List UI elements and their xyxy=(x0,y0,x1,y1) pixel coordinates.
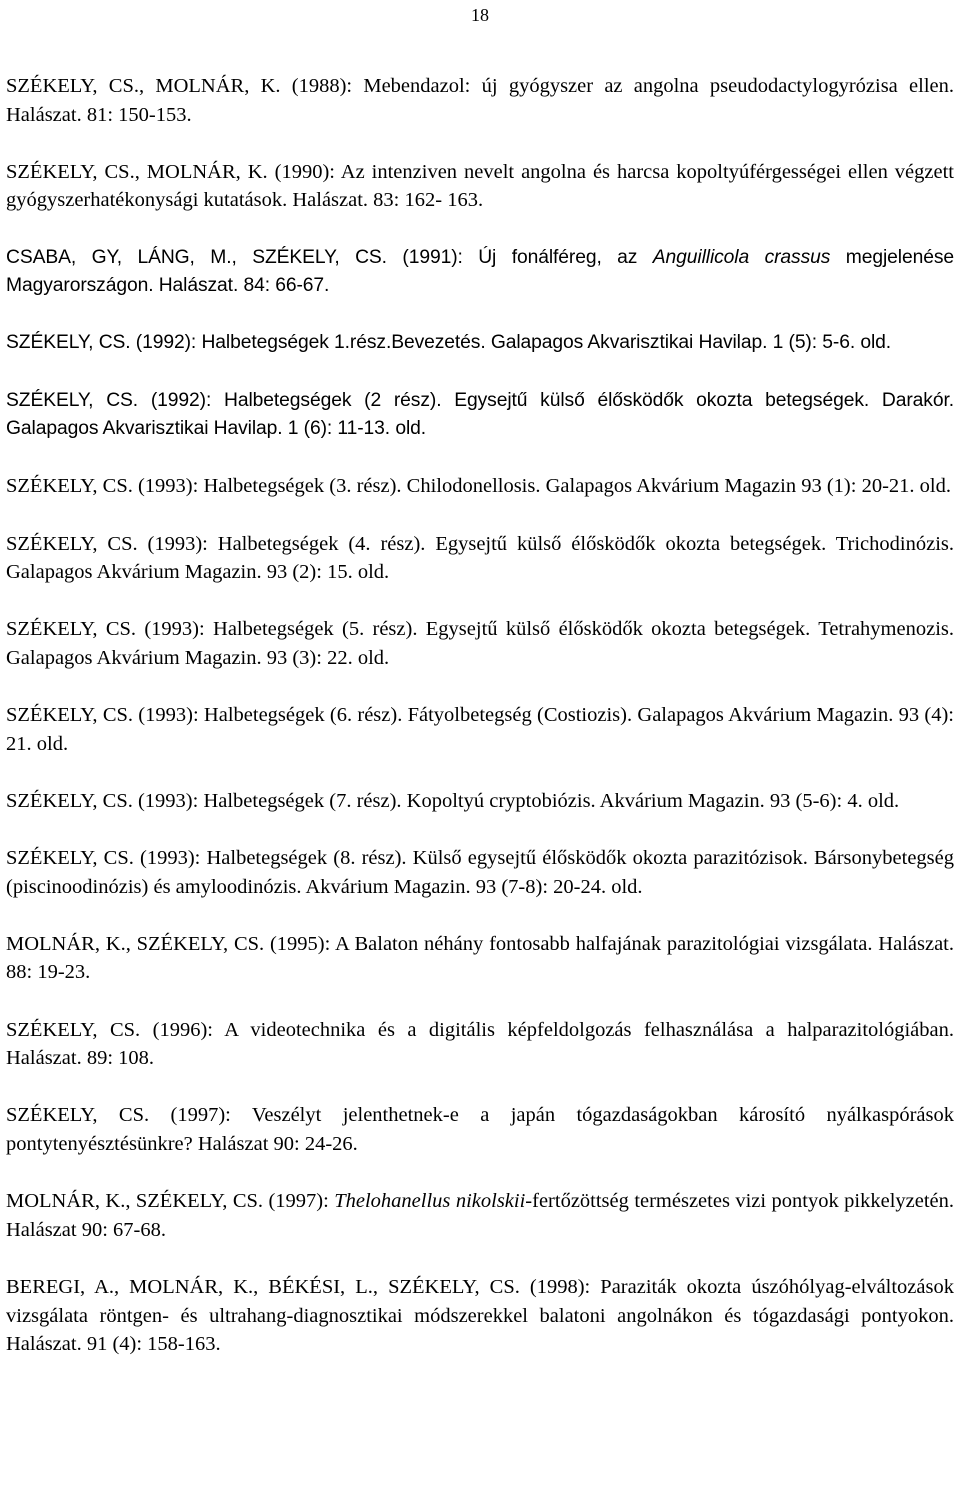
reference-text: SZÉKELY, CS. (1993): Halbetegségek (7. rész). Kopoltyú cryptobiózis. Akvárium Magazin. 93 (5-6): 4. old. xyxy=(6,789,900,812)
reference-entry xyxy=(6,1016,954,1073)
reference-entry xyxy=(6,1187,954,1244)
reference-text: -fertőzöttség természetes vizi pontyok pikkelyzetén. Halászat 90: 67-68. xyxy=(6,1190,955,1241)
reference-entry xyxy=(6,72,954,129)
reference-entry xyxy=(6,244,954,301)
reference-text: SZÉKELY, CS. (1993): Halbetegségek (3. rész). Chilodonellosis. Galapagos Akvárium Magazin 93 (1): 20-21. old. xyxy=(6,475,951,498)
reference-text: SZÉKELY, CS. (1992): Halbetegségek 1.rész.Bevezetés. Galapagos Akvarisztikai Havilap. 1 (5): 5-6. old. xyxy=(6,332,892,354)
reference-text: SZÉKELY, CS. (1993): Halbetegségek (6. rész). Fátyolbetegség (Costiozis). Galapagos Akvárium Magazin. 93 (4): 21. old. xyxy=(6,704,954,755)
species-name: Thelohanellus nikolskii xyxy=(334,1190,526,1213)
reference-entry xyxy=(6,472,954,501)
reference-entry xyxy=(6,701,954,758)
reference-text: BEREGI, A., MOLNÁR, K., BÉKÉSI, L., SZÉKELY, CS. (1998): Paraziták okozta úszóhólyag-elváltozások vizsgálata röntgen- és ultrahang-diagnosztikai módszerekkel balatoni angolnákon és tógazdasági pontyokon. Halászat. 91 (4): 158-163. xyxy=(6,1275,954,1356)
reference-entry xyxy=(6,1101,954,1158)
reference-entry xyxy=(6,844,954,901)
reference-entry xyxy=(6,530,954,587)
reference-text: MOLNÁR, K., SZÉKELY, CS. (1997): xyxy=(6,1190,335,1213)
reference-list xyxy=(6,72,954,1359)
reference-text: SZÉKELY, CS., MOLNÁR, K. (1990): Az intenziven nevelt angolna és harcsa kopoltyúférgességei ellen végzett gyógyszerhatékonysági kutatások. Halászat. 83: 162- 163. xyxy=(6,160,954,212)
reference-entry xyxy=(6,329,954,358)
reference-entry xyxy=(6,930,954,987)
reference-entry xyxy=(6,615,954,672)
reference-entry xyxy=(6,158,954,215)
reference-text: SZÉKELY, CS. (1993): Halbetegségek (5. rész). Egysejtű külső élősködők okozta betegségek. Tetrahymenozis. Galapagos Akvárium Magazin. 93 (3): 22. old. xyxy=(6,618,954,669)
page-number: 18 xyxy=(471,5,489,25)
species-name: Anguillicola crassus xyxy=(652,246,831,268)
reference-text: megjelenése Magyarországon. Halászat. 84: 66-67. xyxy=(6,246,954,297)
reference-entry xyxy=(6,1273,954,1359)
reference-text: SZÉKELY, CS. (1996): A videotechnika és a digitális képfeldolgozás felhasználása a halparazitológiában. Halászat. 89: 108. xyxy=(6,1018,954,1070)
reference-text: SZÉKELY, CS. (1997): Veszélyt jelenthetnek-e a japán tógazdaságokban károsító nyálkaspórások pontytenyésztésünkre? Halászat 90: 24-26. xyxy=(6,1104,954,1155)
reference-text: MOLNÁR, K., SZÉKELY, CS. (1995): A Balaton néhány fontosabb halfajának parazitológiai vizsgálata. Halászat. 88: 19-23. xyxy=(6,932,954,984)
reference-text: SZÉKELY, CS. (1993): Halbetegségek (4. rész). Egysejtű külső élősködők okozta betegségek. Trichodinózis. Galapagos Akvárium Magazin. 93 (2): 15. old. xyxy=(6,532,954,584)
reference-entry xyxy=(6,387,954,444)
reference-text: SZÉKELY, CS., MOLNÁR, K. (1988): Mebendazol: új gyógyszer az angolna pseudodactylogyrózisa ellen. Halászat. 81: 150-153. xyxy=(6,75,954,126)
reference-text: SZÉKELY, CS. (1992): Halbetegségek (2 rész). Egysejtű külső élősködők okozta betegségek. Darakór. Galapagos Akvarisztikai Havilap. 1 (6): 11-13. old. xyxy=(6,389,954,440)
reference-text: CSABA, GY, LÁNG, M., SZÉKELY, CS. (1991): Új fonálféreg, az xyxy=(6,246,653,268)
reference-entry xyxy=(6,787,954,816)
reference-text: SZÉKELY, CS. (1993): Halbetegségek (8. rész). Külső egysejtű élősködők okozta parazitózisok. Bársonybetegség (piscinoodinózis) és amyloodinózis. Akvárium Magazin. 93 (7-8): 20-24. old. xyxy=(6,847,954,898)
